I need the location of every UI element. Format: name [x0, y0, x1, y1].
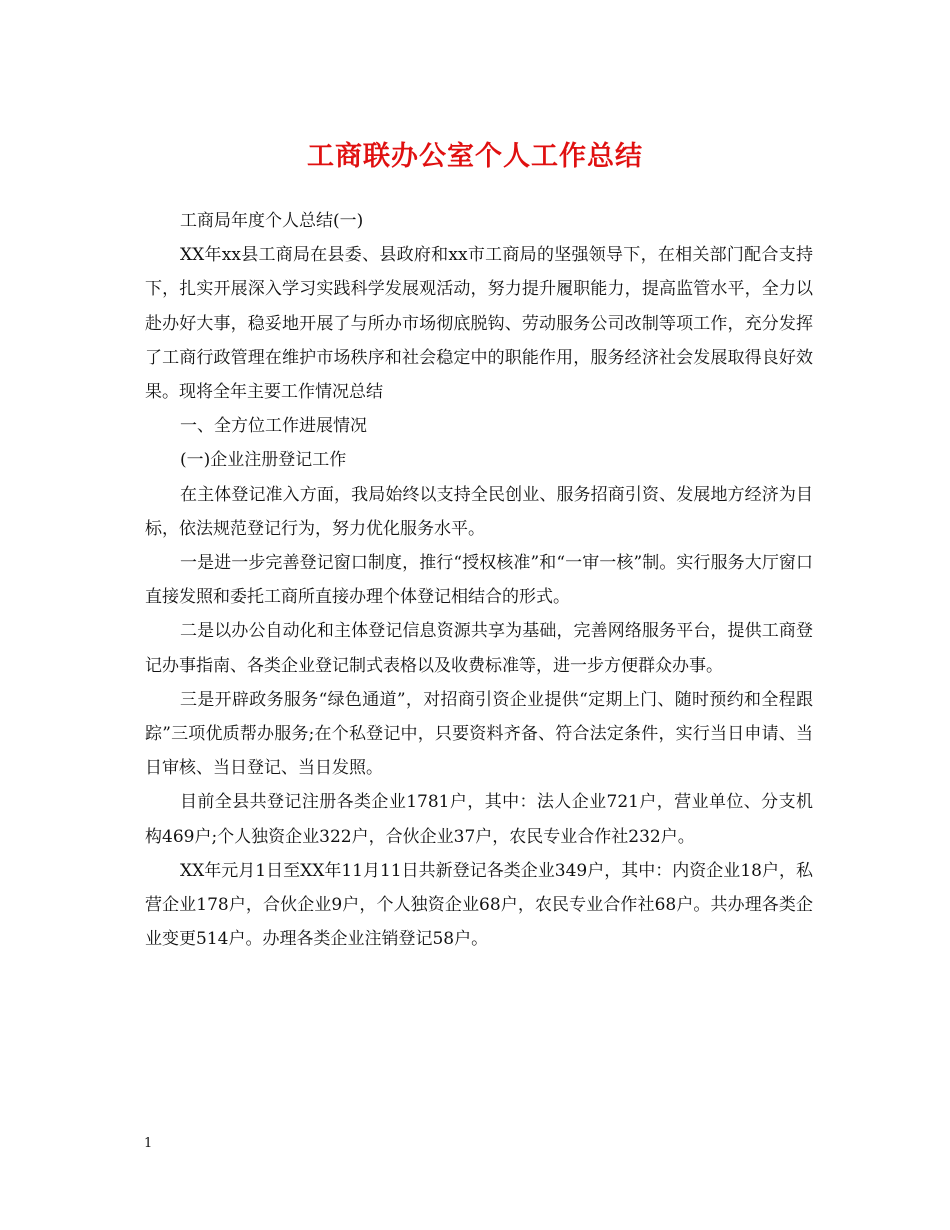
page-number: 1: [144, 1136, 153, 1151]
paragraph-new-registrations: XX年元月1日至XX年11月11日共新登记各类企业349户，其中：内资企业18户，私营企业178户，合伙企业9户，个人独资企业68户，农民专业合作社68户。共办理各类企业变更514户。办理各类企业注销登记58户。: [145, 860, 813, 950]
document-title: 工商联办公室个人工作总结: [307, 141, 643, 172]
paragraph-point-three: 三是开辟政务服务“绿色通道”，对招商引资企业提供“定期上门、随时预约和全程跟踪”三项优质帮办服务;在个私登记中，只要资料齐备、符合法定条件，实行当日申请、当日审核、当日登记、当日发照。: [145, 689, 813, 779]
paragraph-registration-access: 在主体登记准入方面，我局始终以支持全民创业、服务招商引资、发展地方经济为目标，依法规范登记行为，努力优化服务水平。: [145, 484, 813, 539]
paragraph-subheading-registration: (一)企业注册登记工作: [180, 450, 347, 471]
paragraph-intro: XX年xx县工商局在县委、县政府和xx市工商局的坚强领导下，在相关部门配合支持下，扎实开展深入学习实践科学发展观活动，努力提升履职能力，提高监管水平，全力以赴办好大事，稳妥地开展了与所办市场彻底脱钩、劳动服务公司改制等项工作，充分发挥了工商行政管理在维护市场秩序和社会稳定中的职能作用，服务经济社会发展取得良好效果。现将全年主要工作情况总结: [145, 245, 813, 403]
document-body: [145, 204, 813, 956]
paragraph-section-heading: 工商局年度个人总结(一): [180, 211, 364, 231]
paragraph-point-one: 一是进一步完善登记窗口制度，推行“授权核准”和“一审一核”制。实行服务大厅窗口直接发照和委托工商所直接办理个体登记相结合的形式。: [145, 553, 813, 608]
paragraph-enterprise-totals: 目前全县共登记注册各类企业1781户，其中：法人企业721户，营业单位、分支机构469户;个人独资企业322户，合伙企业37户，农民专业合作社232户。: [145, 792, 813, 847]
paragraph-heading-overview: 一、全方位工作进展情况: [180, 416, 367, 437]
paragraph-point-two: 二是以办公自动化和主体登记信息资源共享为基础，完善网络服务平台，提供工商登记办事指南、各类企业登记制式表格以及收费标准等，进一步方便群众办事。: [145, 621, 813, 676]
